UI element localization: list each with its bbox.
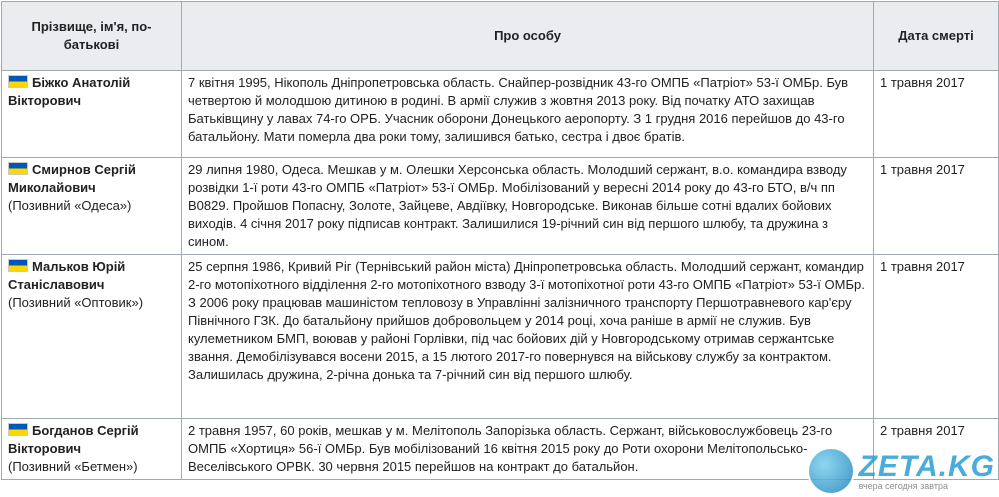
date-cell: 1 травня 2017	[874, 71, 999, 158]
person-name-link[interactable]: Смирнов Сергій Миколайович	[8, 162, 136, 195]
about-cell: 25 серпня 1986, Кривий Ріг (Тернівський район міста) Дніпропетровська область. Молодший сержант, командир 2-го мотопіхотного відділення 2-го мотопіхотного взводу 3-ї мотопіхотної роти 43-го ОМПБ «Патріот» 53-ї ОМБр. З 2006 року працював машиністом тепловозу в Управлінні залізничного транспорту Першотравневого кар'єру Північного ГЗК. До батальйону прийшов добровольцем у 2014 році, хоча раніше в армії не служив. Був кулеметником БМП, воював у районі Горлівки, під час бойових дій у Новгородському отримав сержантське звання. Демобілізувався восени 2015, а 15 лютого 2017-го повернувся на військову службу за контрактом. Залишилась дружина, 2-річна донька та 7-річний син від першого шлюбу.	[182, 255, 874, 419]
name-cell	[2, 158, 182, 255]
watermark-name: ZETA.KG	[858, 449, 995, 483]
watermark	[809, 449, 995, 493]
person-name-link[interactable]: Богданов Сергій Вікторович	[8, 423, 139, 456]
table-row	[2, 255, 999, 419]
ukraine-flag-icon	[8, 259, 28, 272]
globe-icon	[809, 449, 853, 493]
name-cell	[2, 419, 182, 480]
callsign-text: (Позивний «Одеса»)	[8, 198, 132, 213]
date-cell: 2 травня 2017	[874, 419, 999, 480]
watermark-tagline: вчера сегодня завтра	[858, 480, 948, 491]
column-header-name[interactable]: Прізвище, ім'я, по-батькові	[2, 2, 182, 71]
header-row	[2, 2, 999, 71]
callsign-text: (Позивний «Бетмен»)	[8, 459, 138, 474]
about-cell: 7 квітня 1995, Нікополь Дніпропетровська область. Снайпер-розвідник 43-го ОМПБ «Патріот» 53-ї ОМБр. Був четвертою й молодшою дитиною в родині. В армії служив з жовтня 2013 року. Від початку АТО захищав Батьківщину у лавах 74-го ОРБ. Учасник оборони Донецького аеропорту. З 1 грудня 2016 перейшов до 43-го батальйону. Мати померла два роки тому, залишився батько, сестра і двоє братів.	[182, 71, 874, 158]
table-row	[2, 158, 999, 255]
ukraine-flag-icon	[8, 423, 28, 436]
person-name-link[interactable]: Біжко Анатолій Вікторович	[8, 75, 131, 108]
column-header-date[interactable]: Дата смерті	[874, 2, 999, 71]
ukraine-flag-icon	[8, 162, 28, 175]
date-cell: 1 травня 2017	[874, 255, 999, 419]
person-name-link[interactable]: Мальков Юрій Станіславович	[8, 259, 126, 292]
about-cell: 2 травня 1957, 60 років, мешкав у м. Мелітополь Запорізька область. Сержант, військовослужбовець 23-го ОМПБ «Хортиця» 56-ї ОМБр. Був мобілізований 16 квітня 2015 року до Роти охорони Мелітопольсько-Веселівського ОРВК. 30 червня 2015 перейшов на контракт до батальйон.	[182, 419, 874, 480]
ukraine-flag-icon	[8, 75, 28, 88]
date-cell: 1 травня 2017	[874, 158, 999, 255]
callsign-text: (Позивний «Оптовик»)	[8, 295, 144, 310]
name-cell	[2, 255, 182, 419]
name-cell	[2, 71, 182, 158]
casualties-table	[1, 1, 999, 483]
column-header-about[interactable]: Про особу	[182, 2, 874, 71]
table-row	[2, 71, 999, 158]
about-cell: 29 липня 1980, Одеса. Мешкав у м. Олешки Херсонська область. Молодший сержант, в.о. командира взводу розвідки 1-ї роти 43-го ОМПБ «Патріот» 53-ї ОМБр. Мобілізований у вересні 2014 року до 43-го БТО, в/ч пп В0829. Пройшов Попасну, Золоте, Зайцеве, Авдіївку, Новгородське. Виконав більше сотні вдалих бойових виходів. 4 січня 2017 року підписав контракт. Залишилися 19-річний син від першого шлюбу, та дружина з сином.	[182, 158, 874, 255]
